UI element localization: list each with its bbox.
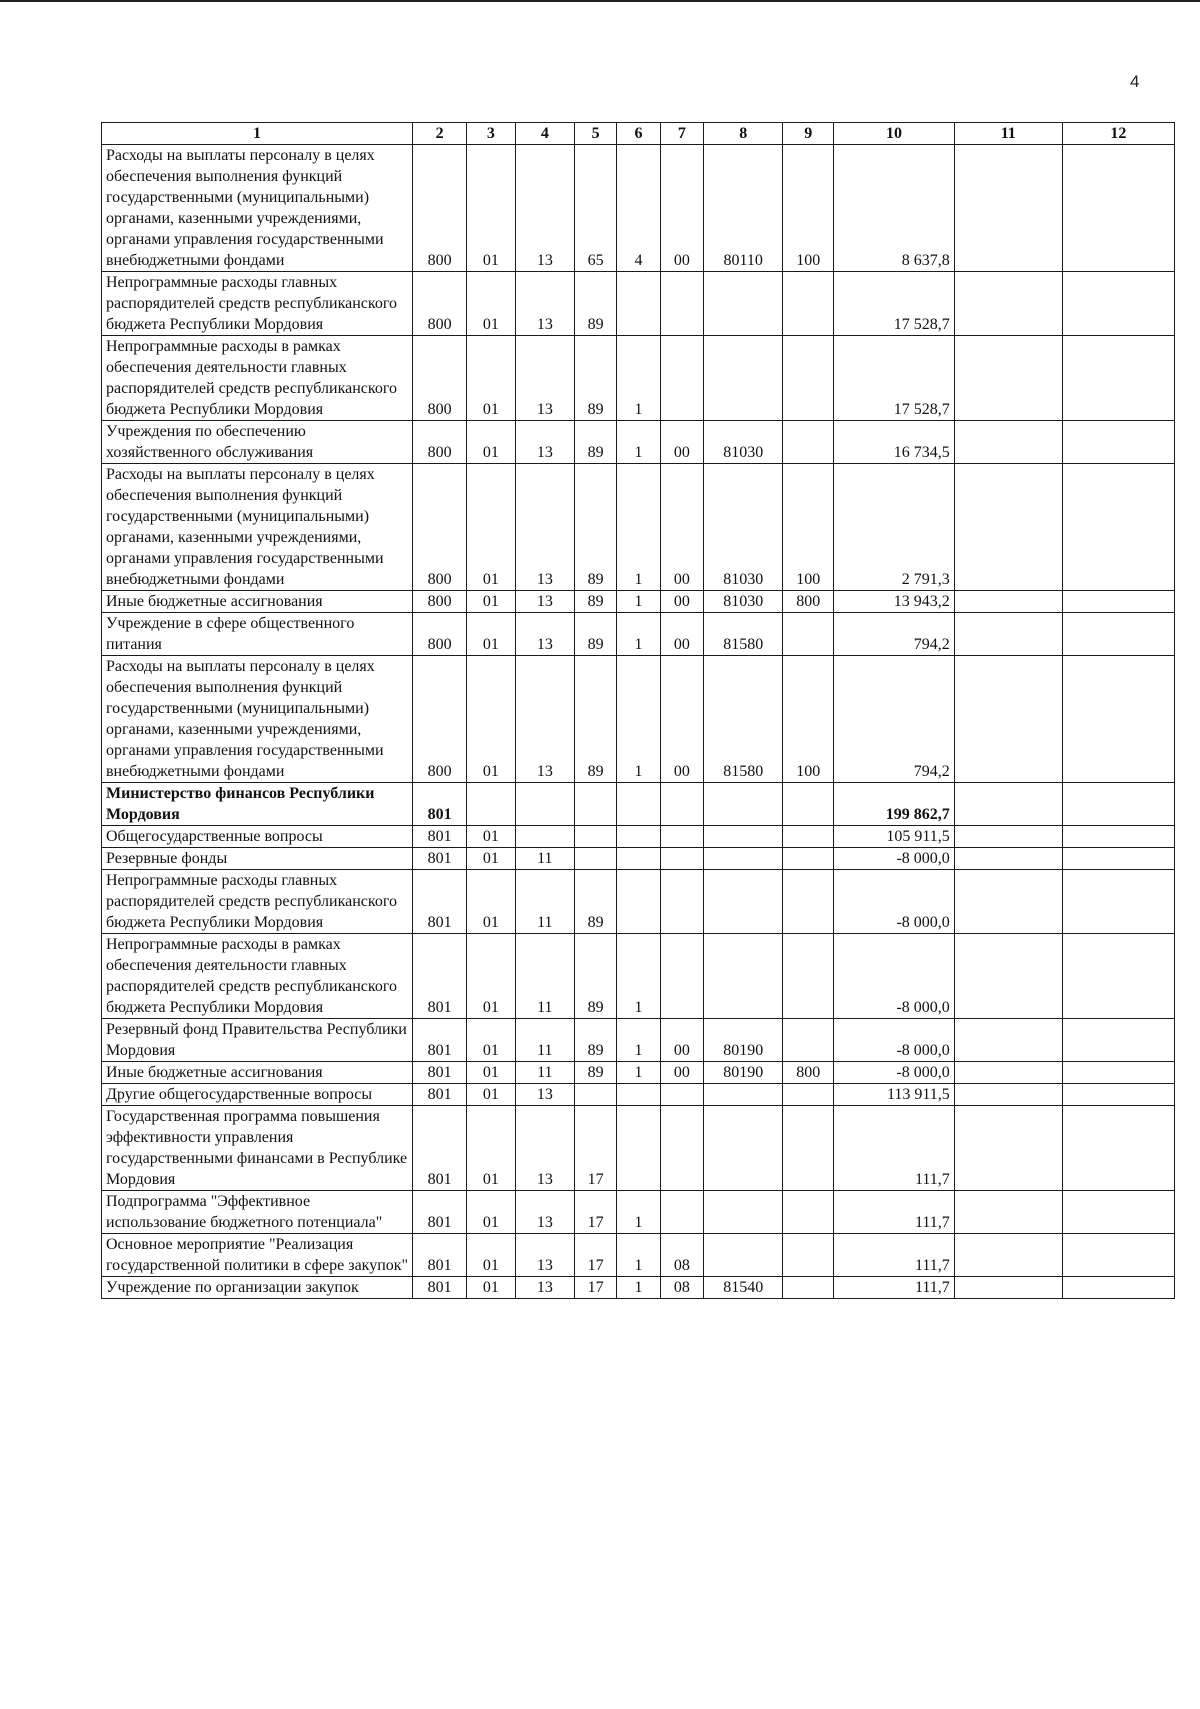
code-expense-type bbox=[783, 1234, 834, 1277]
code-subprogram: 1 bbox=[617, 656, 660, 783]
col-12 bbox=[1062, 1019, 1174, 1062]
code-subprogram bbox=[617, 870, 660, 934]
code-program: 65 bbox=[574, 145, 616, 272]
code-admin: 800 bbox=[413, 613, 467, 656]
budget-table bbox=[101, 122, 1175, 1299]
code-program: 89 bbox=[574, 656, 616, 783]
code-program: 89 bbox=[574, 1019, 616, 1062]
code-subprogram: 1 bbox=[617, 464, 660, 591]
code-direction: 80190 bbox=[704, 1062, 783, 1084]
col-12 bbox=[1062, 826, 1174, 848]
table-body bbox=[102, 145, 1175, 1299]
code-activity: 00 bbox=[660, 591, 703, 613]
col-12 bbox=[1062, 870, 1174, 934]
table-row bbox=[102, 464, 1175, 591]
table-row bbox=[102, 1106, 1175, 1191]
code-subprogram: 1 bbox=[617, 1062, 660, 1084]
code-program: 89 bbox=[574, 934, 616, 1019]
code-subprogram: 1 bbox=[617, 934, 660, 1019]
page-number: 4 bbox=[1130, 72, 1140, 91]
amount: 111,7 bbox=[834, 1234, 955, 1277]
code-program: 89 bbox=[574, 613, 616, 656]
row-name: Расходы на выплаты персоналу в целях обеспечения выполнения функций государственными (муниципальными) органами, казенными учреждениями, органами управления государственными внебюджетными фондами bbox=[102, 464, 413, 591]
amount: 794,2 bbox=[834, 656, 955, 783]
code-activity: 00 bbox=[660, 1062, 703, 1084]
code-expense-type: 100 bbox=[783, 464, 834, 591]
code-section: 01 bbox=[467, 870, 516, 934]
code-section: 01 bbox=[467, 848, 516, 870]
code-program: 17 bbox=[574, 1277, 616, 1299]
code-expense-type bbox=[783, 1191, 834, 1234]
code-direction bbox=[704, 272, 783, 336]
code-section: 01 bbox=[467, 336, 516, 421]
code-program: 17 bbox=[574, 1191, 616, 1234]
row-name: Подпрограмма "Эффективное использование бюджетного потенциала" bbox=[102, 1191, 413, 1234]
col-11 bbox=[954, 656, 1062, 783]
code-expense-type: 800 bbox=[783, 1062, 834, 1084]
code-subprogram bbox=[617, 783, 660, 826]
row-name: Расходы на выплаты персоналу в целях обеспечения выполнения функций государственными (муниципальными) органами, казенными учреждениями, органами управления государственными внебюджетными фондами bbox=[102, 145, 413, 272]
code-admin: 801 bbox=[413, 1106, 467, 1191]
code-program bbox=[574, 1084, 616, 1106]
col-12 bbox=[1062, 464, 1174, 591]
col-11 bbox=[954, 1062, 1062, 1084]
col-12 bbox=[1062, 848, 1174, 870]
col-11 bbox=[954, 336, 1062, 421]
table-row bbox=[102, 1084, 1175, 1106]
header-cell: 9 bbox=[783, 123, 834, 145]
code-expense-type bbox=[783, 826, 834, 848]
row-name: Основное мероприятие "Реализация государственной политики в сфере закупок" bbox=[102, 1234, 413, 1277]
code-subsection bbox=[515, 826, 574, 848]
col-12 bbox=[1062, 1106, 1174, 1191]
row-name: Непрограммные расходы в рамках обеспечения деятельности главных распорядителей средств республиканского бюджета Республики Мордовия bbox=[102, 336, 413, 421]
code-subsection bbox=[515, 783, 574, 826]
row-name: Министерство финансов Республики Мордовия bbox=[102, 783, 413, 826]
amount: 199 862,7 bbox=[834, 783, 955, 826]
col-11 bbox=[954, 934, 1062, 1019]
code-subsection: 11 bbox=[515, 1019, 574, 1062]
code-section: 01 bbox=[467, 1106, 516, 1191]
code-program: 89 bbox=[574, 1062, 616, 1084]
col-12 bbox=[1062, 1062, 1174, 1084]
code-subprogram: 1 bbox=[617, 1191, 660, 1234]
code-subsection: 13 bbox=[515, 656, 574, 783]
code-admin: 801 bbox=[413, 1062, 467, 1084]
row-name: Учреждения по обеспечению хозяйственного обслуживания bbox=[102, 421, 413, 464]
code-subsection: 13 bbox=[515, 272, 574, 336]
code-admin: 801 bbox=[413, 934, 467, 1019]
row-name: Общегосударственные вопросы bbox=[102, 826, 413, 848]
header-cell: 10 bbox=[834, 123, 955, 145]
amount: -8 000,0 bbox=[834, 1019, 955, 1062]
code-direction: 81030 bbox=[704, 591, 783, 613]
code-subsection: 13 bbox=[515, 1106, 574, 1191]
col-11 bbox=[954, 848, 1062, 870]
header-cell: 8 bbox=[704, 123, 783, 145]
code-section: 01 bbox=[467, 1277, 516, 1299]
code-section: 01 bbox=[467, 464, 516, 591]
col-11 bbox=[954, 464, 1062, 591]
code-subprogram: 1 bbox=[617, 591, 660, 613]
code-direction: 80190 bbox=[704, 1019, 783, 1062]
code-admin: 800 bbox=[413, 336, 467, 421]
code-direction bbox=[704, 783, 783, 826]
table-row bbox=[102, 272, 1175, 336]
code-activity: 00 bbox=[660, 145, 703, 272]
amount: -8 000,0 bbox=[834, 870, 955, 934]
amount: 113 911,5 bbox=[834, 1084, 955, 1106]
code-section: 01 bbox=[467, 272, 516, 336]
table-row bbox=[102, 1277, 1175, 1299]
row-name: Непрограммные расходы главных распорядителей средств республиканского бюджета Республики Мордовия bbox=[102, 870, 413, 934]
code-section: 01 bbox=[467, 1191, 516, 1234]
code-subprogram: 1 bbox=[617, 1234, 660, 1277]
code-expense-type bbox=[783, 783, 834, 826]
code-subprogram: 1 bbox=[617, 1019, 660, 1062]
code-section: 01 bbox=[467, 1234, 516, 1277]
code-subsection: 13 bbox=[515, 336, 574, 421]
code-section: 01 bbox=[467, 656, 516, 783]
code-expense-type bbox=[783, 421, 834, 464]
code-expense-type bbox=[783, 272, 834, 336]
code-subsection: 13 bbox=[515, 1084, 574, 1106]
col-12 bbox=[1062, 591, 1174, 613]
code-expense-type bbox=[783, 1084, 834, 1106]
code-subprogram: 1 bbox=[617, 421, 660, 464]
code-direction bbox=[704, 1084, 783, 1106]
code-activity: 08 bbox=[660, 1234, 703, 1277]
code-activity bbox=[660, 934, 703, 1019]
code-program: 89 bbox=[574, 336, 616, 421]
col-12 bbox=[1062, 1277, 1174, 1299]
code-activity: 00 bbox=[660, 1019, 703, 1062]
code-admin: 801 bbox=[413, 1019, 467, 1062]
code-admin: 801 bbox=[413, 826, 467, 848]
table-row bbox=[102, 1191, 1175, 1234]
code-expense-type bbox=[783, 336, 834, 421]
code-section: 01 bbox=[467, 1062, 516, 1084]
col-11 bbox=[954, 1191, 1062, 1234]
code-subsection: 13 bbox=[515, 1191, 574, 1234]
code-subsection: 13 bbox=[515, 421, 574, 464]
code-direction bbox=[704, 1106, 783, 1191]
col-12 bbox=[1062, 272, 1174, 336]
code-admin: 800 bbox=[413, 656, 467, 783]
amount: 111,7 bbox=[834, 1106, 955, 1191]
col-12 bbox=[1062, 1234, 1174, 1277]
col-11 bbox=[954, 145, 1062, 272]
header-cell: 5 bbox=[574, 123, 616, 145]
code-activity bbox=[660, 848, 703, 870]
row-name: Резервные фонды bbox=[102, 848, 413, 870]
row-name: Иные бюджетные ассигнования bbox=[102, 591, 413, 613]
code-section: 01 bbox=[467, 934, 516, 1019]
col-11 bbox=[954, 1277, 1062, 1299]
table-row bbox=[102, 870, 1175, 934]
code-subsection: 11 bbox=[515, 934, 574, 1019]
table-row bbox=[102, 1234, 1175, 1277]
col-11 bbox=[954, 870, 1062, 934]
code-subsection: 13 bbox=[515, 591, 574, 613]
code-section: 01 bbox=[467, 591, 516, 613]
amount: -8 000,0 bbox=[834, 934, 955, 1019]
row-name: Государственная программа повышения эффективности управления государственными финансами в Республике Мордовия bbox=[102, 1106, 413, 1191]
amount: 8 637,8 bbox=[834, 145, 955, 272]
code-subprogram bbox=[617, 1084, 660, 1106]
code-admin: 801 bbox=[413, 870, 467, 934]
row-name: Расходы на выплаты персоналу в целях обеспечения выполнения функций государственными (муниципальными) органами, казенными учреждениями, органами управления государственными внебюджетными фондами bbox=[102, 656, 413, 783]
code-program: 89 bbox=[574, 464, 616, 591]
code-expense-type bbox=[783, 934, 834, 1019]
code-program: 17 bbox=[574, 1234, 616, 1277]
code-activity: 08 bbox=[660, 1277, 703, 1299]
col-11 bbox=[954, 591, 1062, 613]
code-direction: 81580 bbox=[704, 656, 783, 783]
row-name: Непрограммные расходы главных распорядителей средств республиканского бюджета Республики Мордовия bbox=[102, 272, 413, 336]
code-activity bbox=[660, 1084, 703, 1106]
code-admin: 801 bbox=[413, 1277, 467, 1299]
code-activity bbox=[660, 272, 703, 336]
table-row bbox=[102, 1062, 1175, 1084]
code-program: 89 bbox=[574, 421, 616, 464]
col-11 bbox=[954, 1234, 1062, 1277]
col-12 bbox=[1062, 421, 1174, 464]
code-admin: 800 bbox=[413, 464, 467, 591]
amount: 111,7 bbox=[834, 1277, 955, 1299]
amount: -8 000,0 bbox=[834, 848, 955, 870]
code-expense-type: 800 bbox=[783, 591, 834, 613]
table-row bbox=[102, 421, 1175, 464]
code-direction bbox=[704, 1234, 783, 1277]
code-activity bbox=[660, 783, 703, 826]
table-row bbox=[102, 848, 1175, 870]
col-11 bbox=[954, 421, 1062, 464]
code-subprogram bbox=[617, 848, 660, 870]
code-activity bbox=[660, 1191, 703, 1234]
code-activity: 00 bbox=[660, 421, 703, 464]
header-cell: 2 bbox=[413, 123, 467, 145]
col-12 bbox=[1062, 1191, 1174, 1234]
code-direction: 81030 bbox=[704, 464, 783, 591]
col-12 bbox=[1062, 934, 1174, 1019]
code-section: 01 bbox=[467, 613, 516, 656]
code-admin: 800 bbox=[413, 145, 467, 272]
code-subprogram bbox=[617, 272, 660, 336]
code-direction: 81030 bbox=[704, 421, 783, 464]
code-expense-type: 100 bbox=[783, 656, 834, 783]
col-12 bbox=[1062, 336, 1174, 421]
code-section: 01 bbox=[467, 1019, 516, 1062]
header-cell: 6 bbox=[617, 123, 660, 145]
code-subprogram bbox=[617, 1106, 660, 1191]
amount: 105 911,5 bbox=[834, 826, 955, 848]
code-subsection: 13 bbox=[515, 145, 574, 272]
code-direction: 81580 bbox=[704, 613, 783, 656]
header-cell: 7 bbox=[660, 123, 703, 145]
col-12 bbox=[1062, 145, 1174, 272]
code-subprogram: 1 bbox=[617, 336, 660, 421]
code-expense-type bbox=[783, 1106, 834, 1191]
header-cell: 4 bbox=[515, 123, 574, 145]
col-12 bbox=[1062, 656, 1174, 783]
table-row bbox=[102, 934, 1175, 1019]
code-subsection: 11 bbox=[515, 870, 574, 934]
code-program bbox=[574, 783, 616, 826]
col-12 bbox=[1062, 783, 1174, 826]
table-row bbox=[102, 1019, 1175, 1062]
scan-edge bbox=[0, 0, 1200, 2]
code-direction bbox=[704, 826, 783, 848]
code-subprogram: 4 bbox=[617, 145, 660, 272]
code-direction bbox=[704, 934, 783, 1019]
code-admin: 800 bbox=[413, 421, 467, 464]
code-subsection: 13 bbox=[515, 1277, 574, 1299]
amount: 16 734,5 bbox=[834, 421, 955, 464]
row-name: Учреждение в сфере общественного питания bbox=[102, 613, 413, 656]
row-name: Резервный фонд Правительства Республики Мордовия bbox=[102, 1019, 413, 1062]
code-activity: 00 bbox=[660, 464, 703, 591]
code-activity: 00 bbox=[660, 613, 703, 656]
col-11 bbox=[954, 272, 1062, 336]
code-subprogram: 1 bbox=[617, 613, 660, 656]
amount: 17 528,7 bbox=[834, 336, 955, 421]
row-name: Учреждение по организации закупок bbox=[102, 1277, 413, 1299]
code-subsection: 13 bbox=[515, 1234, 574, 1277]
code-section: 01 bbox=[467, 826, 516, 848]
code-direction: 80110 bbox=[704, 145, 783, 272]
code-admin: 801 bbox=[413, 1084, 467, 1106]
header-cell: 3 bbox=[467, 123, 516, 145]
code-section bbox=[467, 783, 516, 826]
amount: 794,2 bbox=[834, 613, 955, 656]
col-11 bbox=[954, 783, 1062, 826]
code-section: 01 bbox=[467, 145, 516, 272]
code-activity bbox=[660, 336, 703, 421]
header-cell: 12 bbox=[1062, 123, 1174, 145]
row-name: Иные бюджетные ассигнования bbox=[102, 1062, 413, 1084]
code-expense-type bbox=[783, 613, 834, 656]
code-section: 01 bbox=[467, 1084, 516, 1106]
code-section: 01 bbox=[467, 421, 516, 464]
code-program: 89 bbox=[574, 272, 616, 336]
code-subprogram bbox=[617, 826, 660, 848]
row-name: Непрограммные расходы в рамках обеспечения деятельности главных распорядителей средств республиканского бюджета Республики Мордовия bbox=[102, 934, 413, 1019]
col-12 bbox=[1062, 1084, 1174, 1106]
code-expense-type bbox=[783, 1019, 834, 1062]
code-program bbox=[574, 826, 616, 848]
code-expense-type bbox=[783, 848, 834, 870]
code-admin: 800 bbox=[413, 591, 467, 613]
code-expense-type bbox=[783, 1277, 834, 1299]
code-expense-type bbox=[783, 870, 834, 934]
code-direction: 81540 bbox=[704, 1277, 783, 1299]
row-name: Другие общегосударственные вопросы bbox=[102, 1084, 413, 1106]
table-row bbox=[102, 613, 1175, 656]
table-row bbox=[102, 591, 1175, 613]
header-row bbox=[102, 123, 1175, 145]
col-11 bbox=[954, 1106, 1062, 1191]
code-program: 89 bbox=[574, 870, 616, 934]
code-subsection: 11 bbox=[515, 1062, 574, 1084]
table-row bbox=[102, 656, 1175, 783]
col-11 bbox=[954, 613, 1062, 656]
code-program: 17 bbox=[574, 1106, 616, 1191]
code-activity bbox=[660, 826, 703, 848]
table-row bbox=[102, 826, 1175, 848]
code-activity bbox=[660, 870, 703, 934]
code-admin: 801 bbox=[413, 1191, 467, 1234]
amount: 2 791,3 bbox=[834, 464, 955, 591]
code-program: 89 bbox=[574, 591, 616, 613]
code-direction bbox=[704, 848, 783, 870]
table-row bbox=[102, 145, 1175, 272]
code-subsection: 11 bbox=[515, 848, 574, 870]
code-activity bbox=[660, 1106, 703, 1191]
header-cell: 11 bbox=[954, 123, 1062, 145]
code-admin: 800 bbox=[413, 272, 467, 336]
code-admin: 801 bbox=[413, 848, 467, 870]
col-11 bbox=[954, 1019, 1062, 1062]
code-direction bbox=[704, 1191, 783, 1234]
header-cell: 1 bbox=[102, 123, 413, 145]
amount: 17 528,7 bbox=[834, 272, 955, 336]
code-subsection: 13 bbox=[515, 613, 574, 656]
code-direction bbox=[704, 336, 783, 421]
code-admin: 801 bbox=[413, 1234, 467, 1277]
amount: -8 000,0 bbox=[834, 1062, 955, 1084]
code-subsection: 13 bbox=[515, 464, 574, 591]
col-12 bbox=[1062, 613, 1174, 656]
code-program bbox=[574, 848, 616, 870]
amount: 111,7 bbox=[834, 1191, 955, 1234]
code-subprogram: 1 bbox=[617, 1277, 660, 1299]
code-admin: 801 bbox=[413, 783, 467, 826]
code-expense-type: 100 bbox=[783, 145, 834, 272]
amount: 13 943,2 bbox=[834, 591, 955, 613]
code-activity: 00 bbox=[660, 656, 703, 783]
code-direction bbox=[704, 870, 783, 934]
table-row bbox=[102, 783, 1175, 826]
col-11 bbox=[954, 826, 1062, 848]
col-11 bbox=[954, 1084, 1062, 1106]
table-row bbox=[102, 336, 1175, 421]
